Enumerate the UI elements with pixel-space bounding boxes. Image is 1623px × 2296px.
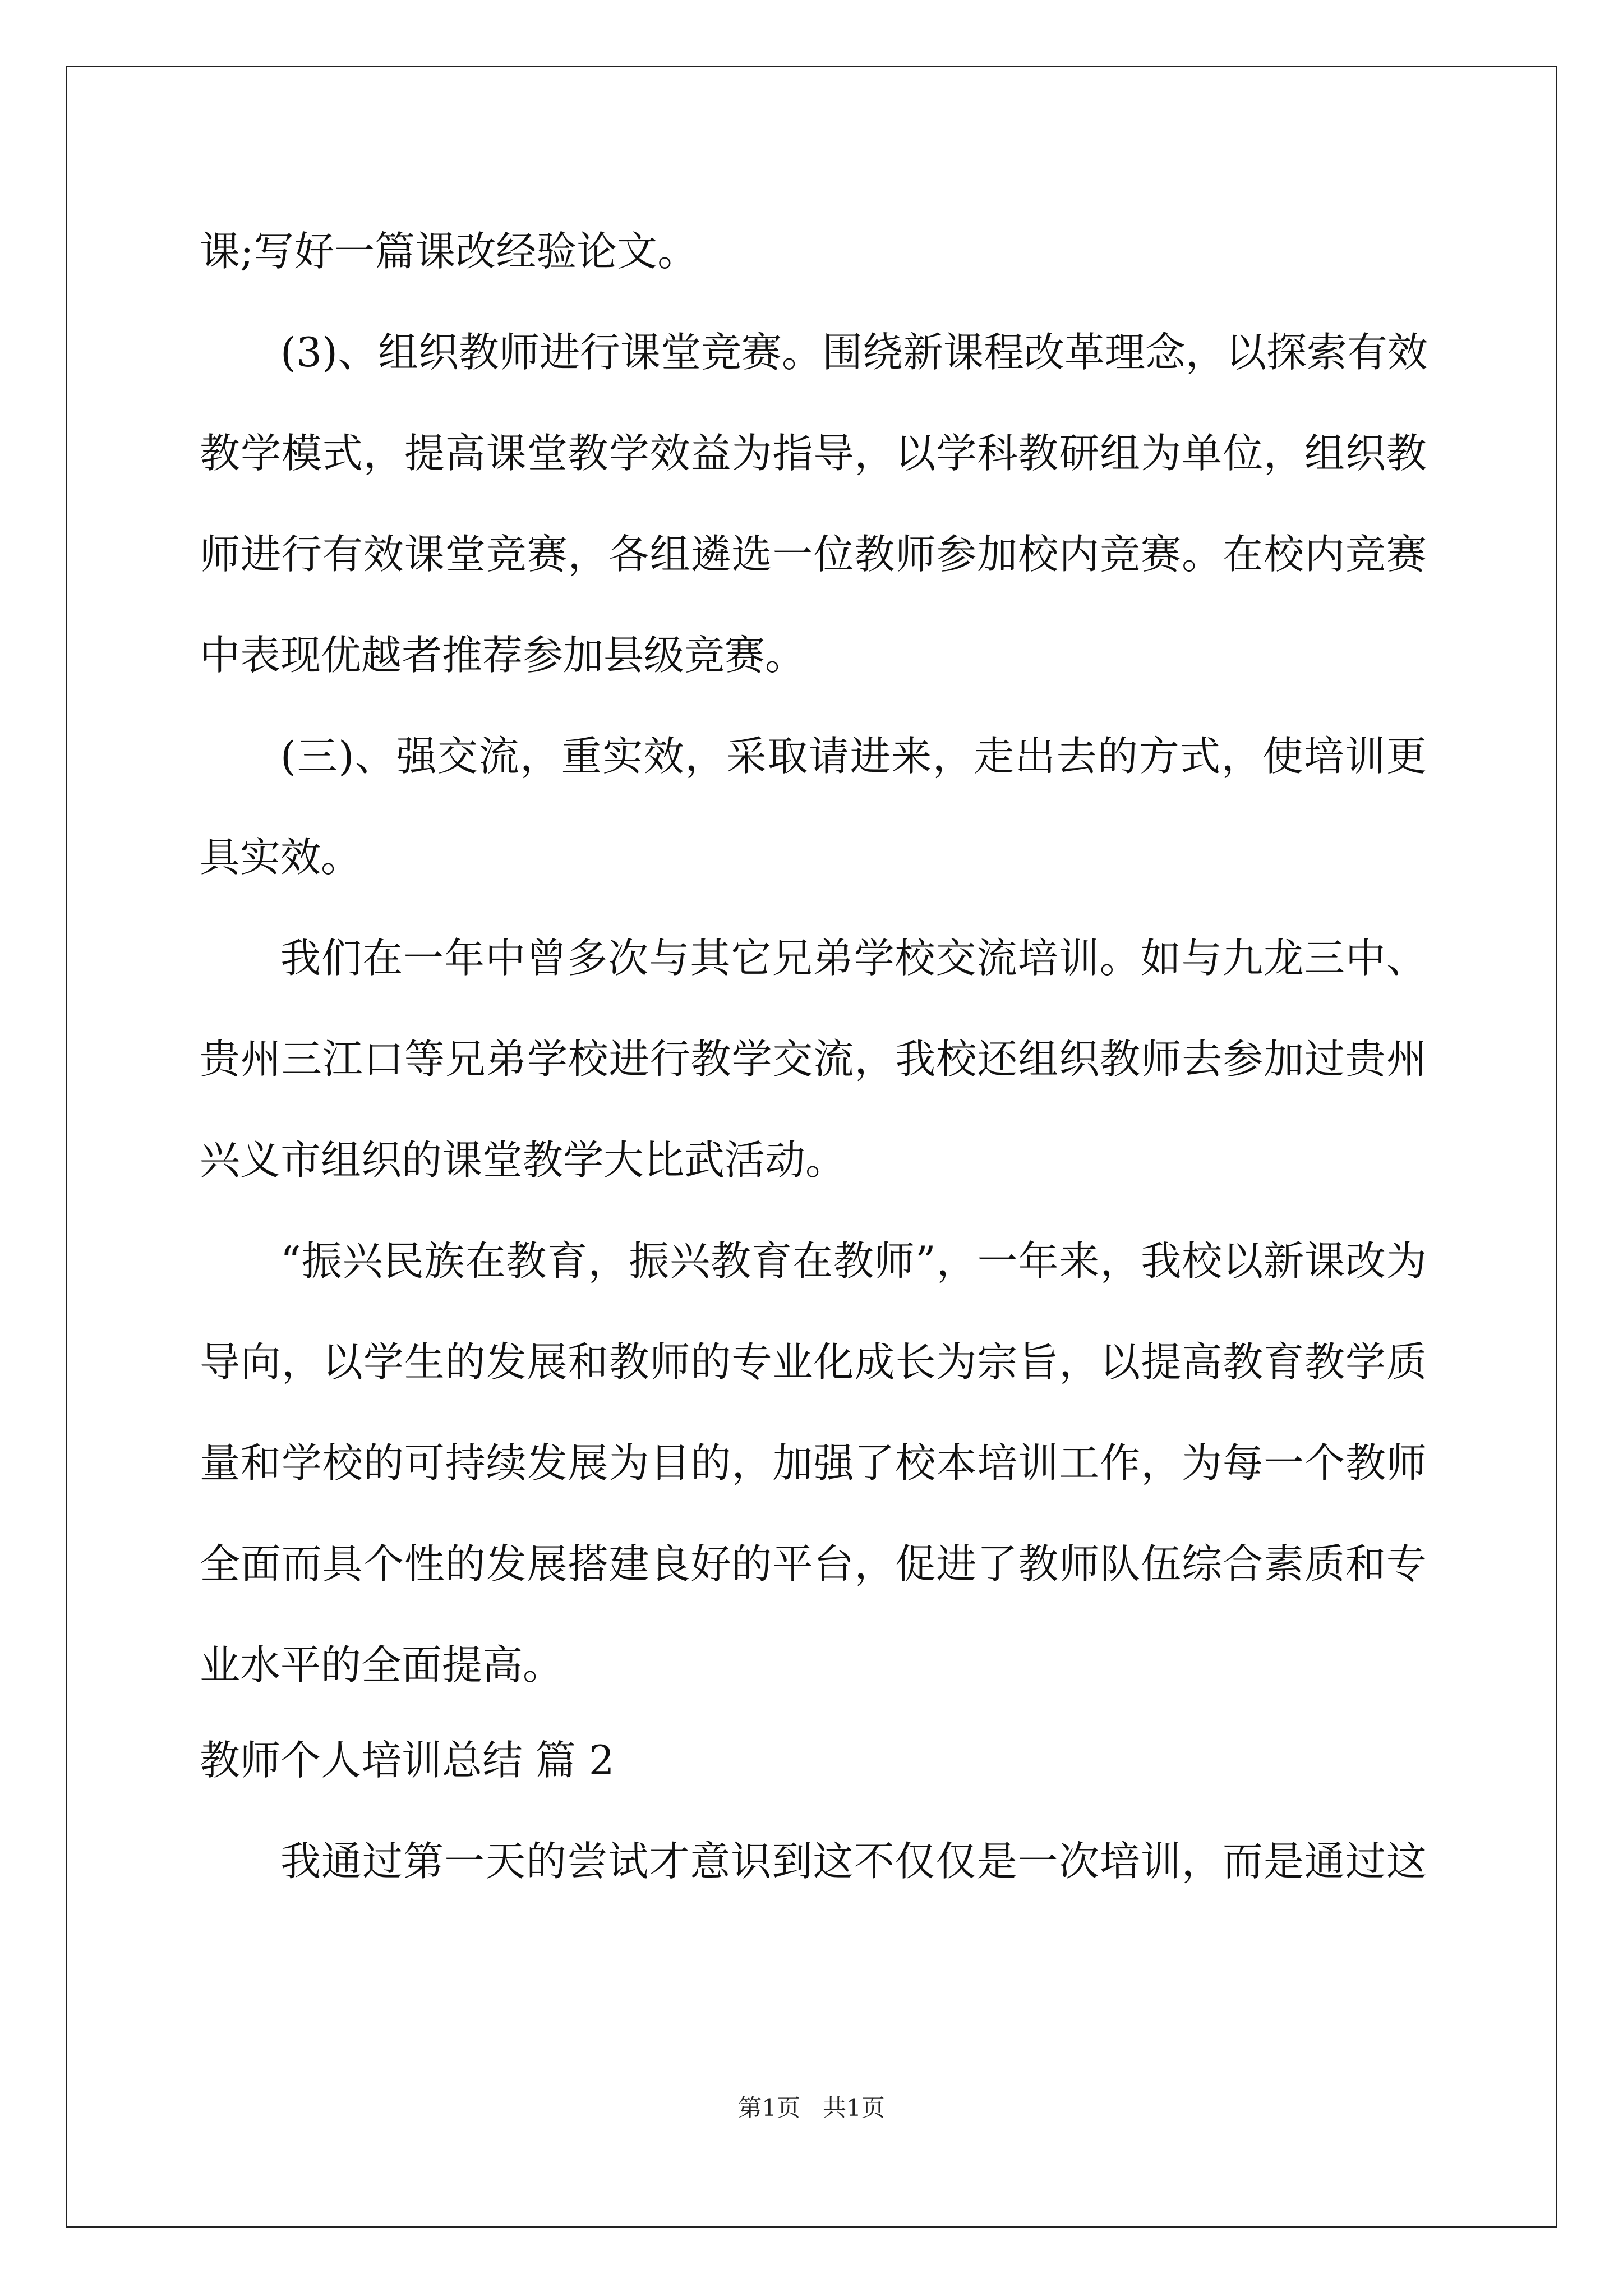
text-line: 业水平的全面提高。 [200,1641,564,1688]
text-line: 全面而具个性的发展搭建良好的平台，促进了教师队伍综合素质和专 [200,1540,1427,1588]
text-line: 我们在一年中曾多次与其它兄弟学校交流培训。如与九龙三中、 [280,935,1427,982]
text-line: 教学模式，提高课堂教学效益为指导，以学科教研组为单位，组织教 [200,430,1427,477]
text-line: (3)、组织教师进行课堂竞赛。围绕新课程改革理念，以探索有效 [280,329,1428,376]
text-line: 我通过第一天的尝试才意识到这不仅仅是一次培训，而是通过这 [280,1838,1427,1885]
section-heading: 教师个人培训总结 篇 2 [200,1737,615,1784]
text-line: (三)、强交流，重实效，采取请进来，走出去的方式，使培训更 [280,733,1427,780]
page-footer: 第1页 共1页 [738,2094,885,2122]
text-line: 课;写好一篇课改经验论文。 [200,228,698,275]
text-line: 贵州三江口等兄弟学校进行教学交流，我校还组织教师去参加过贵州 [200,1036,1427,1083]
text-line: 中表现优越者推荐参加县级竞赛。 [200,632,806,679]
text-line: 师进行有效课堂竞赛，各组遴选一位教师参加校内竞赛。在校内竞赛 [200,531,1427,578]
text-line: 兴义市组织的课堂教学大比武活动。 [200,1137,846,1184]
text-line: 导向，以学生的发展和教师的专业化成长为宗旨，以提高教育教学质 [200,1338,1427,1386]
text-line: 量和学校的可持续发展为目的，加强了校本培训工作，为每一个教师 [200,1439,1427,1487]
text-line: “振兴民族在教育，振兴教育在教师”，一年来，我校以新课改为 [280,1237,1427,1285]
text-line: 具实效。 [200,834,362,881]
